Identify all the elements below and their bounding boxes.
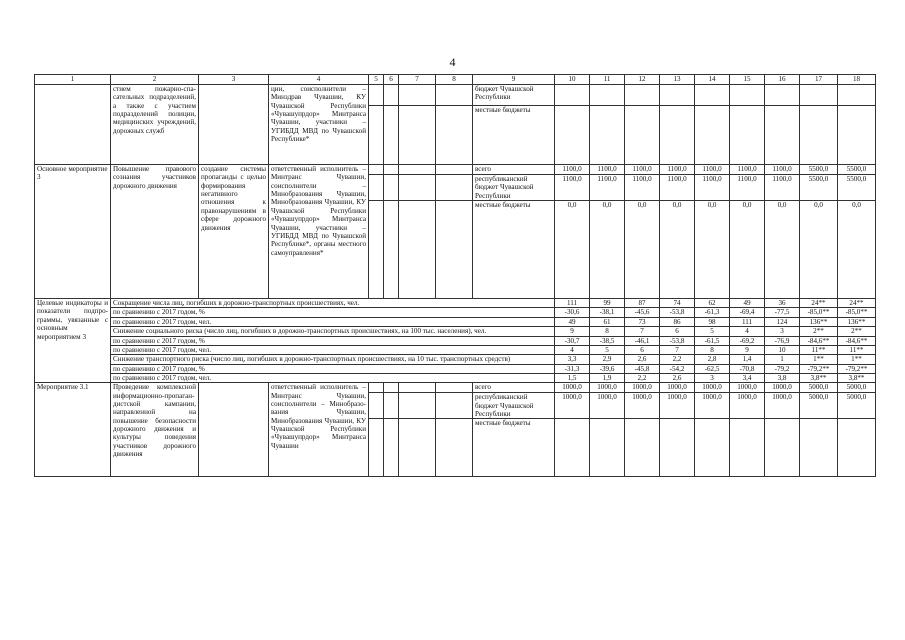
value-cell: -69,2 xyxy=(730,336,765,345)
value-cell: 4 xyxy=(555,345,590,354)
value-cell: 3,8** xyxy=(800,373,838,382)
empty-cell xyxy=(369,393,384,419)
value-cell: 73 xyxy=(625,317,660,326)
value-cell: 7 xyxy=(660,345,695,354)
empty-cell xyxy=(369,85,384,106)
value-cell: 2,8 xyxy=(695,355,730,364)
value-cell: 0,0 xyxy=(660,201,695,299)
value-cell: 7 xyxy=(625,327,660,336)
value-cell: 3,8 xyxy=(765,373,800,382)
value-cell xyxy=(625,419,660,477)
value-cell: -79,2** xyxy=(800,364,838,373)
empty-cell xyxy=(765,85,800,106)
indicator-label: по сравнению с 2017 годом, чел. xyxy=(111,373,555,382)
value-cell: 1000,0 xyxy=(625,393,660,419)
value-cell: 1100,0 xyxy=(695,175,730,201)
empty-cell xyxy=(369,419,384,477)
funding-source-cell: местные бюджеты xyxy=(473,201,555,299)
value-cell: 74 xyxy=(660,299,695,308)
measure-label-cell: Основное мероприятие 3 xyxy=(35,165,111,299)
value-cell: -70,8 xyxy=(730,364,765,373)
column-header: 2 xyxy=(111,75,199,85)
funding-source-cell: бюджет Чувашской Республики xyxy=(473,85,555,106)
indicators-label-cell: Целевые индикаторы и показатели подпрограммы, увязанные с основным мероприятием 3 xyxy=(35,299,111,383)
value-cell xyxy=(590,419,625,477)
empty-cell xyxy=(436,383,473,393)
empty-cell xyxy=(399,85,436,106)
empty-cell xyxy=(369,165,384,175)
empty-cell xyxy=(384,201,399,299)
value-cell: 1,9 xyxy=(590,373,625,382)
value-cell: 136** xyxy=(800,317,838,326)
value-cell: 1000,0 xyxy=(730,393,765,419)
empty-cell xyxy=(399,383,436,393)
value-cell: -38,5 xyxy=(590,336,625,345)
value-cell: 5500,0 xyxy=(800,175,838,201)
value-cell: 10 xyxy=(765,345,800,354)
funding-source-cell: республиканский бюджет Чувашской Республики xyxy=(473,393,555,419)
empty-cell xyxy=(555,85,590,106)
value-cell xyxy=(555,419,590,477)
empty-cell xyxy=(765,106,800,165)
event-name-cell: стием пожарно-спасательных подразделений, а также с участием подразделений полиции, медицинских учреждений, дорожных служб xyxy=(111,85,199,165)
column-header: 10 xyxy=(555,75,590,85)
value-cell: 1100,0 xyxy=(590,165,625,175)
empty-cell xyxy=(590,85,625,106)
value-cell: -79,2 xyxy=(765,364,800,373)
value-cell: 5 xyxy=(590,345,625,354)
value-cell: 1000,0 xyxy=(660,393,695,419)
empty-cell xyxy=(399,175,436,201)
empty-cell xyxy=(384,175,399,201)
empty-cell xyxy=(35,85,111,165)
value-cell: 99 xyxy=(590,299,625,308)
empty-cell xyxy=(660,106,695,165)
table-row xyxy=(35,75,876,85)
column-header: 1 xyxy=(35,75,111,85)
value-cell xyxy=(660,419,695,477)
column-header: 11 xyxy=(590,75,625,85)
value-cell: 1100,0 xyxy=(555,165,590,175)
empty-cell xyxy=(384,165,399,175)
value-cell: 1100,0 xyxy=(730,165,765,175)
value-cell: 1000,0 xyxy=(695,383,730,393)
value-cell: -61,3 xyxy=(695,308,730,317)
value-cell: 2** xyxy=(838,327,876,336)
value-cell: 8 xyxy=(590,327,625,336)
goal-cell: создание системы пропаганды с целью формирования негативного отношения к правонарушениям в сфере дорожного движения xyxy=(199,165,269,299)
value-cell: 1100,0 xyxy=(625,165,660,175)
column-header: 6 xyxy=(384,75,399,85)
value-cell: -77,5 xyxy=(765,308,800,317)
empty-cell xyxy=(384,393,399,419)
value-cell: -76,9 xyxy=(765,336,800,345)
value-cell: 5000,0 xyxy=(800,393,838,419)
value-cell: 1** xyxy=(838,355,876,364)
empty-cell xyxy=(590,106,625,165)
column-header: 17 xyxy=(800,75,838,85)
value-cell: -62,5 xyxy=(695,364,730,373)
value-cell: -79,2** xyxy=(838,364,876,373)
value-cell: -45,6 xyxy=(625,308,660,317)
column-header: 5 xyxy=(369,75,384,85)
value-cell: 3,3 xyxy=(555,355,590,364)
column-header: 12 xyxy=(625,75,660,85)
value-cell: 1000,0 xyxy=(625,383,660,393)
value-cell: 49 xyxy=(555,317,590,326)
value-cell: 1100,0 xyxy=(730,175,765,201)
value-cell: -38,1 xyxy=(590,308,625,317)
value-cell: 9 xyxy=(555,327,590,336)
indicator-label: по сравнению с 2017 годом, % xyxy=(111,308,555,317)
value-cell: 2** xyxy=(800,327,838,336)
empty-cell xyxy=(730,106,765,165)
value-cell: 3,4 xyxy=(730,373,765,382)
empty-cell xyxy=(436,393,473,419)
measure-label-cell: Мероприятие 3.1 xyxy=(35,383,111,477)
value-cell: 1000,0 xyxy=(765,383,800,393)
funding-source-cell: местные бюджеты xyxy=(473,106,555,165)
table-row xyxy=(35,364,876,373)
value-cell: 1000,0 xyxy=(660,383,695,393)
page-number: 4 xyxy=(449,55,456,69)
indicator-label: по сравнению с 2017 годом, чел. xyxy=(111,345,555,354)
empty-cell xyxy=(369,383,384,393)
empty-cell xyxy=(399,165,436,175)
event-name-cell: Повышение правового сознания участников дорожного движения xyxy=(111,165,199,299)
empty-cell xyxy=(199,383,269,477)
table-row xyxy=(35,355,876,364)
indicator-label: по сравнению с 2017 годом, % xyxy=(111,336,555,345)
value-cell: 2,6 xyxy=(660,373,695,382)
empty-cell xyxy=(199,85,269,165)
empty-cell xyxy=(399,201,436,299)
value-cell: 4 xyxy=(730,327,765,336)
value-cell: 9 xyxy=(730,345,765,354)
value-cell: 2,2 xyxy=(625,373,660,382)
event-name-cell: Проведение комплексной информационно-пропагандистской кампании, направленной на повышение безопасности дорожного движения и культуры поведения участников дорожного движения xyxy=(111,383,199,477)
value-cell: 0,0 xyxy=(695,201,730,299)
column-header: 8 xyxy=(436,75,473,85)
empty-cell xyxy=(436,165,473,175)
value-cell: 5500,0 xyxy=(838,175,876,201)
indicator-label: по сравнению с 2017 годом, чел. xyxy=(111,317,555,326)
value-cell: 1100,0 xyxy=(660,165,695,175)
value-cell: 6 xyxy=(625,345,660,354)
value-cell: -84,6** xyxy=(800,336,838,345)
empty-cell xyxy=(695,85,730,106)
value-cell: 3,8** xyxy=(838,373,876,382)
value-cell: 2,9 xyxy=(590,355,625,364)
empty-cell xyxy=(838,106,876,165)
table-row xyxy=(35,85,876,106)
value-cell: 2,2 xyxy=(660,355,695,364)
value-cell: 111 xyxy=(555,299,590,308)
value-cell: 1000,0 xyxy=(730,383,765,393)
value-cell: 24** xyxy=(800,299,838,308)
value-cell: 0,0 xyxy=(838,201,876,299)
column-header: 3 xyxy=(199,75,269,85)
value-cell xyxy=(800,419,838,477)
value-cell: 5000,0 xyxy=(838,383,876,393)
value-cell: 49 xyxy=(730,299,765,308)
value-cell: 1100,0 xyxy=(765,175,800,201)
empty-cell xyxy=(369,201,384,299)
table-row xyxy=(35,165,876,175)
value-cell: 3 xyxy=(695,373,730,382)
value-cell: 8 xyxy=(695,345,730,354)
value-cell: 1,4 xyxy=(730,355,765,364)
empty-cell xyxy=(436,106,473,165)
value-cell: 5000,0 xyxy=(838,393,876,419)
empty-cell xyxy=(369,175,384,201)
empty-cell xyxy=(436,175,473,201)
empty-cell xyxy=(800,85,838,106)
value-cell: 5000,0 xyxy=(800,383,838,393)
executors-cell: ответственный исполнитель – Минтранс Чувашии, соисполнители – Минобразования Чувашии, Минобразования Чувашии, КУ Чувашской Республики «Чувашупрдор» Минтранса Чувашии xyxy=(269,383,369,477)
empty-cell xyxy=(625,106,660,165)
empty-cell xyxy=(730,85,765,106)
value-cell: 1000,0 xyxy=(590,383,625,393)
value-cell: 0,0 xyxy=(765,201,800,299)
value-cell: 24** xyxy=(838,299,876,308)
empty-cell xyxy=(399,106,436,165)
value-cell: 11** xyxy=(838,345,876,354)
value-cell: 87 xyxy=(625,299,660,308)
executors-cell: ции, соисполнители – Минздрав Чувашии, КУ Чувашской Республики «Чувашупрдор» Минтранса Чувашии, участники – УГИБДД МВД по Чувашской Республике* xyxy=(269,85,369,165)
value-cell: 124 xyxy=(765,317,800,326)
value-cell: 2,6 xyxy=(625,355,660,364)
empty-cell xyxy=(384,85,399,106)
value-cell: 1000,0 xyxy=(590,393,625,419)
value-cell: 36 xyxy=(765,299,800,308)
value-cell: -46,1 xyxy=(625,336,660,345)
column-header: 4 xyxy=(269,75,369,85)
executors-cell: ответственный исполнитель – Минтранс Чувашии, соисполнители – Минобразования Чувашии, Минобразования Чувашии, КУ Чувашской Республики «Чувашупрдор» Минтранса Чувашии, участники – УГИБДД МВД по Чувашской Республике*, органы местного самоуправления* xyxy=(269,165,369,299)
program-table xyxy=(34,74,876,477)
table-row xyxy=(35,373,876,382)
empty-cell xyxy=(660,85,695,106)
value-cell: 5500,0 xyxy=(838,165,876,175)
value-cell: 61 xyxy=(590,317,625,326)
column-header: 14 xyxy=(695,75,730,85)
value-cell: -45,8 xyxy=(625,364,660,373)
empty-cell xyxy=(399,419,436,477)
column-header: 7 xyxy=(399,75,436,85)
empty-cell xyxy=(625,85,660,106)
value-cell: 0,0 xyxy=(800,201,838,299)
value-cell: 0,0 xyxy=(625,201,660,299)
column-header: 18 xyxy=(838,75,876,85)
value-cell: 1000,0 xyxy=(695,393,730,419)
value-cell: 3 xyxy=(765,327,800,336)
table-row xyxy=(35,317,876,326)
value-cell: -30,6 xyxy=(555,308,590,317)
value-cell: -39,6 xyxy=(590,364,625,373)
column-header: 15 xyxy=(730,75,765,85)
indicator-label: Снижение транспортного риска (число лиц, погибших в дорожно-транспортных происшествиях, на 10 тыс. транспортных средств) xyxy=(111,355,555,364)
empty-cell xyxy=(800,106,838,165)
value-cell: 1000,0 xyxy=(555,383,590,393)
indicator-label: Снижение социального риска (число лиц, погибших в дорожно-транспортных происшествиях, на 100 тыс. населения), чел. xyxy=(111,327,555,336)
value-cell: 1100,0 xyxy=(590,175,625,201)
value-cell xyxy=(730,419,765,477)
value-cell: -31,3 xyxy=(555,364,590,373)
value-cell xyxy=(695,419,730,477)
funding-source-cell: всего xyxy=(473,383,555,393)
value-cell: -30,7 xyxy=(555,336,590,345)
value-cell: 1000,0 xyxy=(765,393,800,419)
value-cell: 1000,0 xyxy=(555,393,590,419)
column-header: 13 xyxy=(660,75,695,85)
column-header: 16 xyxy=(765,75,800,85)
table-row xyxy=(35,308,876,317)
value-cell: 111 xyxy=(730,317,765,326)
value-cell: -69,4 xyxy=(730,308,765,317)
value-cell: -84,6** xyxy=(838,336,876,345)
value-cell: 0,0 xyxy=(555,201,590,299)
value-cell: -53,8 xyxy=(660,336,695,345)
column-header: 9 xyxy=(473,75,555,85)
empty-cell xyxy=(384,106,399,165)
empty-cell xyxy=(436,201,473,299)
value-cell: -61,5 xyxy=(695,336,730,345)
value-cell: 136** xyxy=(838,317,876,326)
value-cell: 1100,0 xyxy=(660,175,695,201)
empty-cell xyxy=(399,393,436,419)
table-row xyxy=(35,327,876,336)
value-cell: 5500,0 xyxy=(800,165,838,175)
funding-source-cell: республиканский бюджет Чувашской Республики xyxy=(473,175,555,201)
value-cell: 0,0 xyxy=(590,201,625,299)
table-row xyxy=(35,299,876,308)
empty-cell xyxy=(369,106,384,165)
value-cell: 1100,0 xyxy=(625,175,660,201)
value-cell xyxy=(838,419,876,477)
indicator-label: по сравнению с 2017 годом, % xyxy=(111,364,555,373)
value-cell: 1 xyxy=(765,355,800,364)
indicator-label: Сокращение числа лиц, погибших в дорожно-транспортных происшествиях, чел. xyxy=(111,299,555,308)
empty-cell xyxy=(838,85,876,106)
table-row xyxy=(35,336,876,345)
table-row xyxy=(35,383,876,393)
value-cell: -85,0** xyxy=(838,308,876,317)
table-row xyxy=(35,345,876,354)
value-cell: 1,5 xyxy=(555,373,590,382)
value-cell: 1** xyxy=(800,355,838,364)
value-cell: 1100,0 xyxy=(555,175,590,201)
empty-cell xyxy=(384,383,399,393)
value-cell: -53,8 xyxy=(660,308,695,317)
empty-cell xyxy=(436,419,473,477)
value-cell: 86 xyxy=(660,317,695,326)
empty-cell xyxy=(555,106,590,165)
value-cell: -85,0** xyxy=(800,308,838,317)
value-cell: 11** xyxy=(800,345,838,354)
value-cell: 98 xyxy=(695,317,730,326)
funding-source-cell: всего xyxy=(473,165,555,175)
value-cell: 1100,0 xyxy=(695,165,730,175)
value-cell xyxy=(765,419,800,477)
empty-cell xyxy=(436,85,473,106)
value-cell: 0,0 xyxy=(730,201,765,299)
value-cell: 5 xyxy=(695,327,730,336)
value-cell: 1100,0 xyxy=(765,165,800,175)
value-cell: 62 xyxy=(695,299,730,308)
empty-cell xyxy=(695,106,730,165)
value-cell: 6 xyxy=(660,327,695,336)
value-cell: -54,2 xyxy=(660,364,695,373)
funding-source-cell: местные бюджеты xyxy=(473,419,555,477)
empty-cell xyxy=(384,419,399,477)
